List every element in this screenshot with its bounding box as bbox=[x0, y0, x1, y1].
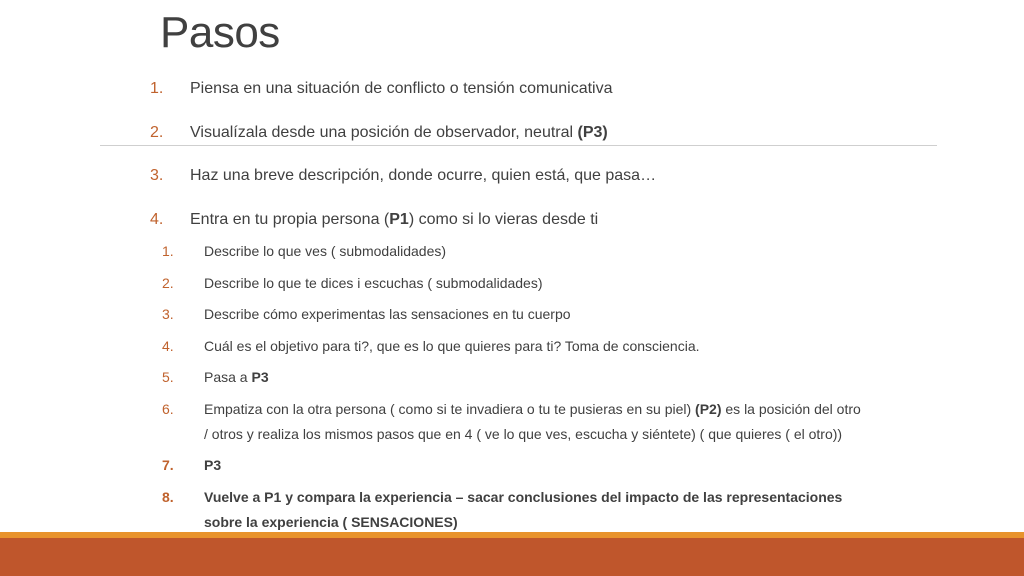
substep-text bbox=[204, 365, 864, 390]
step-text bbox=[190, 211, 598, 229]
step-number: 4. bbox=[150, 211, 164, 228]
substep-text: Cuál es el objetivo para ti?, que es lo que quieres para ti? Toma de consciencia. bbox=[204, 338, 700, 354]
substep-text-bold: P3 bbox=[251, 369, 269, 385]
step-number: 3. bbox=[150, 167, 164, 184]
substep-number: 3. bbox=[162, 306, 174, 322]
footer-bar bbox=[0, 538, 1024, 576]
substep-number: 7. bbox=[162, 457, 174, 473]
step-text-part: Visualízala desde una posición de observador, neutral bbox=[190, 124, 578, 141]
step-number: 1. bbox=[150, 80, 164, 97]
substep-number: 2. bbox=[162, 275, 174, 291]
step-text bbox=[190, 124, 608, 142]
substep-number: 1. bbox=[162, 243, 174, 259]
substep-number: 6. bbox=[162, 401, 174, 417]
substep-text-part: Empatiza con la otra persona ( como si te invadiera o tu te pusieras en su piel) bbox=[204, 401, 696, 417]
substep-text: Describe lo que ves ( submodalidades) bbox=[204, 243, 447, 259]
substep-text: Vuelve a P1 y compara la experiencia – sacar conclusiones del impacto de las representaciones sobre la experiencia ( SENSACIONES) bbox=[204, 489, 843, 530]
step-number: 2. bbox=[150, 124, 164, 141]
substep-number: 4. bbox=[162, 338, 174, 354]
divider bbox=[100, 145, 937, 146]
step-text-part: Entra en tu propia persona ( bbox=[190, 211, 390, 228]
page-title: Pasos bbox=[160, 8, 280, 57]
step-text: Haz una breve descripción, donde ocurre, quien está, que pasa… bbox=[190, 167, 657, 184]
substep-text bbox=[204, 397, 864, 447]
substep-text-bold: (P2) bbox=[695, 401, 722, 417]
substep-text-part: es la posición del otro / otros y realiza los mismos pasos que en 4 ( ve lo que ves, escucha y siéntete) ( que quieres ( el otro)) bbox=[204, 401, 861, 442]
substep-number: 8. bbox=[162, 489, 174, 505]
substep-text: Describe cómo experimentas las sensaciones en tu cuerpo bbox=[204, 306, 571, 322]
substep-text: Describe lo que te dices i escuchas ( submodalidades) bbox=[204, 275, 543, 291]
step-text-bold: (P3) bbox=[577, 124, 608, 141]
step-text: Piensa en una situación de conflicto o tensión comunicativa bbox=[190, 80, 613, 97]
substep-text-part: Pasa a bbox=[204, 369, 252, 385]
substep-number: 5. bbox=[162, 369, 174, 385]
substep-text: P3 bbox=[204, 457, 222, 473]
step-text-part: ) como si lo vieras desde ti bbox=[408, 211, 599, 228]
step-text-bold: P1 bbox=[389, 211, 409, 228]
